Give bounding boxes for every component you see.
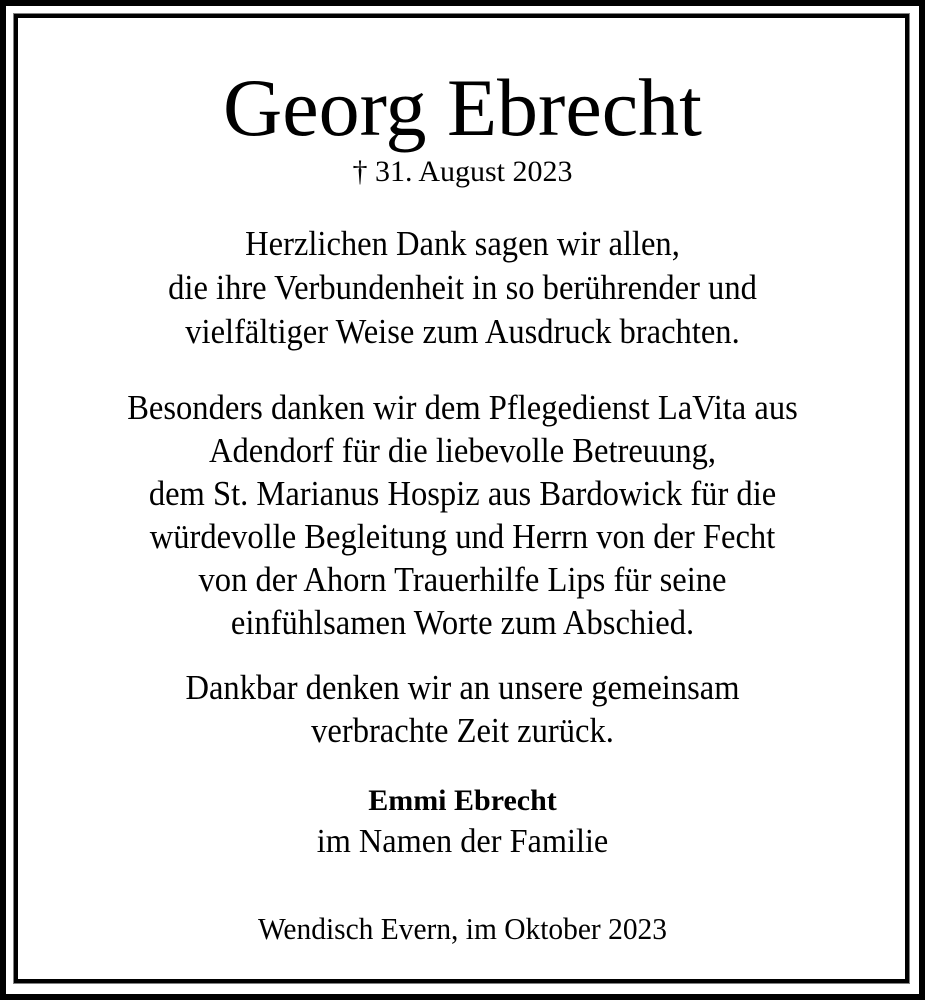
text-line: dem St. Marianus Hospiz aus Bardowick für die (148, 474, 777, 513)
text-line: die ihre Verbundenheit in so berührender und (168, 268, 757, 307)
text-line: Adendorf für die liebevolle Betreuung, (208, 431, 717, 470)
paragraph-remembrance (32, 666, 892, 752)
paragraph-special-thanks (32, 386, 892, 644)
deceased-name: Georg Ebrecht (223, 62, 702, 153)
death-date: † 31. August 2023 (352, 155, 573, 188)
text-line: einfühlsamen Worte zum Abschied. (230, 603, 695, 642)
text-line: Dankbar denken wir an unsere gemeinsam (185, 668, 740, 707)
text-line: verbrachte Zeit zurück. (311, 711, 614, 750)
paragraph-thanks (32, 222, 892, 354)
text-line: Herzlichen Dank sagen wir allen, (245, 224, 680, 263)
text-line: von der Ahorn Trauerhilfe Lips für seine (198, 560, 727, 599)
signer-note: im Namen der Familie (316, 823, 609, 860)
signer-name: Emmi Ebrecht (368, 784, 557, 817)
place-and-date: Wendisch Evern, im Oktober 2023 (257, 911, 668, 946)
text-line: würdevolle Begleitung und Herrn von der Fecht (149, 517, 776, 556)
text-line: vielfältiger Weise zum Ausdruck brachten. (185, 312, 740, 351)
text-line: Besonders danken wir dem Pflegedienst LaVita aus (127, 388, 798, 427)
